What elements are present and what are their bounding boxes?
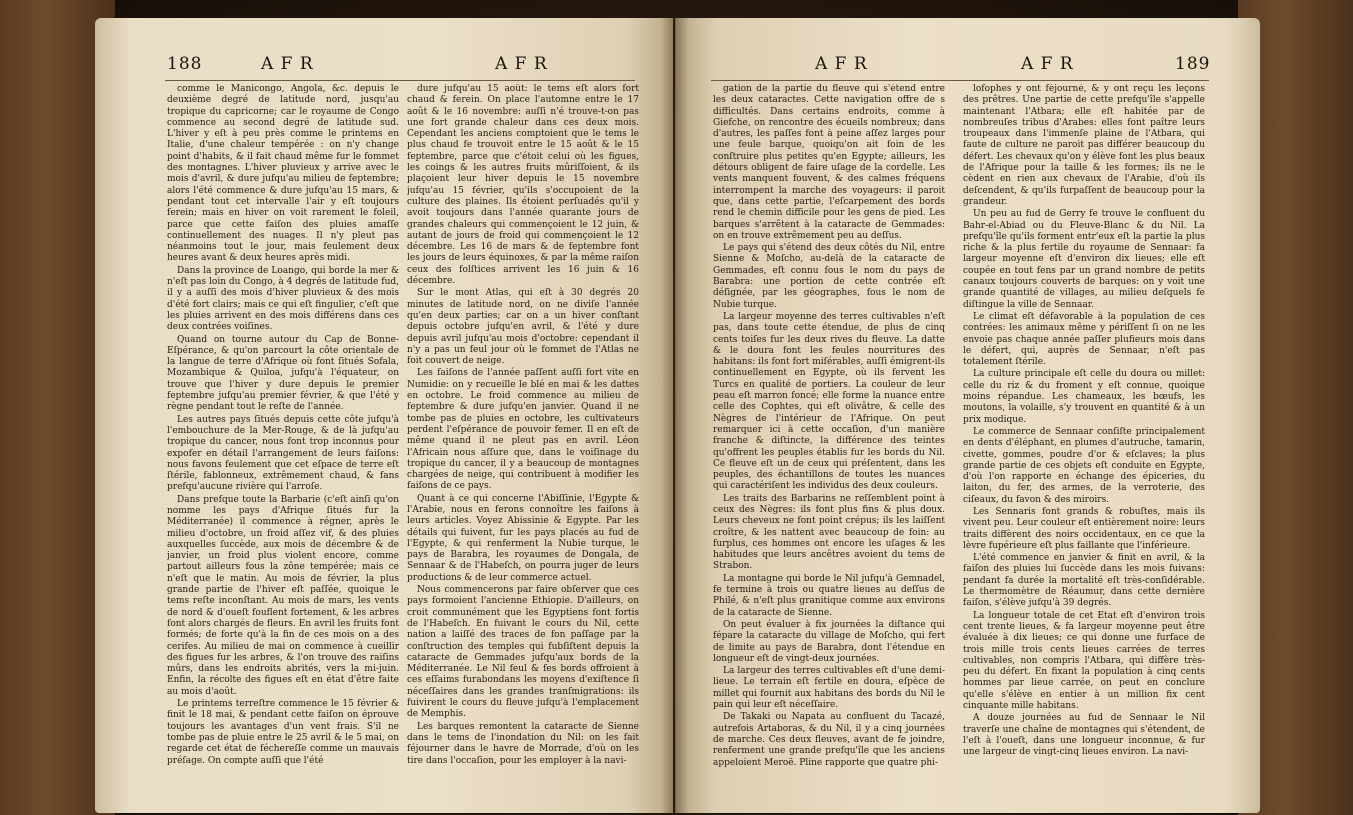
paragraph: Sur le mont Atlas, qui eſt à 30 degrés 20 minutes de latitude nord, on ne diviſe l'année qu'en deux parties; car on a un hiver conſtant depuis octobre jufqu'en avril, & l'été y dure depuis avril jufqu'au mois d'octobre: cependant il n'y a pas un feul jour où le fommet de l'Atlas ne foit couvert de neige. [407, 288, 639, 367]
paragraph: Un peu au fud de Gerry fe trouve le confluent du Bahr-el-Abiad ou du Fleuve-Blanc & du Nil. La prefqu'île qu'ils forment entr'eux eſt la partie la plus riche & la plus fertile du royaume de Sennaar: fa largeur moyenne eſt d'environ dix lieues; elle eſt coupée en tout fens par un grand nombre de petits canaux toujours couverts de barques: on y voit une grande quantité de villages, au milieu deſquels fe diſtingue la ville de Sennaar. [963, 209, 1205, 310]
open-book [95, 18, 1260, 813]
paragraph: La culture principale eſt celle du doura ou millet: celle du riz & du froment y eſt connue, quoique moins répandue. Les chameaux, les bœufs, les moutons, la volaille, s'y trouvent en quantité & à un prix modique. [963, 369, 1205, 425]
paragraph: Le commerce de Sennaar conſiſte principalement en dents d'éléphant, en plumes d'autruche, tamarin, civette, gommes, poudre d'or & eſclaves; la plus grande partie de ces objets eſt conduite en Egypte, d'où l'on rapporte en échange des épiceries, du laiton, du fer, des armes, de la verroterie, des ciſeaux, du favon & des miroirs. [963, 426, 1205, 505]
header-rule [165, 80, 635, 81]
left-page-header [95, 54, 673, 78]
paragraph: La largeur des terres cultivables eſt d'une demi-lieue. Le terrain eſt fertile en doura, eſpèce de millet qui fournit aux habitans des bords du Nil le pain qui leur eſt néceſſaire. [713, 666, 945, 711]
paragraph: dure jufqu'au 15 août: le tems eſt alors fort chaud & ferein. On place l'automne entre le 17 août & le 16 novembre: auſſi n'é trouve-t-on pas une fort grande chaleur dans ces deux mois. Cependant les anciens comptoient que le tems le plus chaud fe trouvoit entre le 15 août & le 15 feptembre, parce que c'étoit celui où les figues, les coings & les autres fruits mûriſſoient, & ils plaçoient leur hiver depuis le 15 novembre jufqu'au 15 février, qu'ils s'occupoient de la culture des plaines. Ils étoient perſuadés qu'il y avoit toujours dans l'année quarante jours de grandes chaleurs qui commençoient le 12 juin, & autant de jours de froid qui commençoient le 12 décembre. Les 16 de mars & de feptembre font les jours de leurs équinoxes, & par la même raiſon ceux des folſtices arrivent les 16 juin & 16 décembre. [407, 84, 639, 287]
book-gutter [661, 18, 689, 813]
paragraph: Les traits des Barbarins ne reſſemblent point à ceux des Nègres: ils font plus fins & plus doux. Leurs cheveux ne font point crépus; ils les laiſſent croître, & les nattent avec beaucoup de foin: au furplus, ces hommes ont encore les uſages & les habitudes que leurs ancêtres avoient du tems de Strabon. [713, 493, 945, 572]
running-head: A F R [495, 54, 548, 74]
text-column-left [713, 84, 945, 794]
paragraph: La largeur moyenne des terres cultivables n'eſt pas, dans toute cette étendue, de plus de cinq cents toiſes fur les deux rives du fleuve. La datte & le doura font les feules nourritures des habitans: ils font fort miſérables, auſſi émigrent-ils continuellement en Egypte, où ils fervent les Turcs en qualité de portiers. La couleur de leur peau eſt marron foncé; elle forme la nuance entre celle des Cophtes, qui eſt olivâtre, & celle des Nègres de l'intérieur de l'Afrique. On peut remarquer ici à cette occaſion, d'un manière franche & diſtincte, la différence des teintes qu'offrent les peuples établis fur les bords du Nil. Ce fleuve eſt un de ceux qui préſentent, dans les peuples, des échantillons de toutes les nuances qui caractériſent les individus des deux couleurs. [713, 311, 945, 492]
page-number: 188 [167, 54, 203, 74]
paragraph: Quant à ce qui concerne l'Abiſſinie, l'Egypte & l'Arabie, nous en ferons connoître les faiſons à leurs articles. Voyez Abissinie & Egypte. Par les détails qui fuivent, fur les pays placés au fud de l'Egypte, & qui renferment la Nubie turque, le pays de Barabra, les royaumes de Dongala, de Sennaar & de l'Habeſch, on pourra juger de leurs productions & de leur commerce actuel. [407, 493, 639, 583]
paragraph: L'été commence en janvier & finit en avril, & la faiſon des pluies lui ſuccède dans les mois fuivans: pendant fa durée la mortalité eſt très-conſidérable. Le thermomètre de Réaumur, dans cette dernière faiſon, s'élève jufqu'à 39 degrés. [963, 553, 1205, 609]
running-head: A F R [1021, 54, 1074, 74]
paragraph: La longueur totale de cet Etat eſt d'environ trois cent trente lieues, & fa largeur moyenne peut être évaluée à dix lieues; ce qui donne une furface de trois mille trois cents lieues carrées de terres cultivables, non compris l'Atbara, qui diffère très-peu du défert. En fixant la population à cinq cents hommes par lieue carrée, on peut en conclure qu'elle s'élève en entier à un million fix cent cinquante mille habitans. [963, 610, 1205, 712]
paragraph: Quand on tourne autour du Cap de Bonne-Eſpérance, & qu'on parcourt la côte orientale de la langue de terre d'Afrique où font ſitués Sofala, Mozambique & Quiloa, jufqu'à l'équateur, on trouve que l'hiver y dure depuis le premier feptembre jufqu'au premier février, & que l'été y règne pendant tout le reſte de l'année. [167, 334, 399, 413]
paragraph: Nous commencerons par faire obſerver que ces pays formoient l'ancienne Ethiopie. D'ailleurs, on croit communément que les Egyptiens font fortis de l'Habeſch. En fuivant le cours du Nil, cette nation a laiſſé des traces de fon paſſage par la conſtruction des temples qui fubſiſtent depuis la cataracte de Gemmades jufqu'aux bords de la Méditerranée. Le Nil feul & fes bords offroient à ces eſſaims furabondans les moyens d'exiſtence ſi néceſſaires dans les grandes tranſmigrations: ils fuivirent le cours du fleuve jufqu'à l'emplacement de Memphis. [407, 585, 639, 720]
page-number: 189 [1175, 54, 1211, 74]
text-column-right [963, 84, 1205, 794]
paragraph: De Takaki ou Napata au confluent du Tacazé, autrefois Artaboras, & du Nil, il y a cinq journées de marche. Ces deux fleuves, avant de fe joindre, renferment une grande prefqu'île que les anciens appeloient Meroë. Pline rapporte que quatre phi- [713, 712, 945, 768]
running-head: A F R [815, 54, 868, 74]
paragraph: La montagne qui borde le Nil jufqu'à Gemnadel, fe termine à trois ou quatre lieues au deſſus de Philé, & n'eſt plus granitique comme aux environs de la cataracte de Sienne. [713, 573, 945, 618]
paragraph: Le climat eſt défavorable à la population de ces contrées: les animaux même y périſſent ſi on ne les envoie pas chaque année paſſer plufieurs mois dans le défert, qui, auprès de Sennaar, n'eſt pas totalement ſtérile. [963, 311, 1205, 368]
text-column-left [167, 84, 399, 794]
left-page [95, 18, 673, 813]
paragraph: gation de la partie du fleuve qui s'étend entre les deux cataractes. Cette navigation offre de s difficultés. Dans certains endroits, comme à Giefche, on rencontre des écueils nombreux; dans d'autres, les paſſes font à peine aſſez larges pour une feule barque, quoiqu'on ait foin de les conſtruire plus petites qu'en Egypte; ailleurs, les détours obligent de faire uſage de la cordelle. Les vents manquent fouvent, & des calmes fréquens interrompent la marche des voyageurs: il paroit que, dans cette partie, l'eſcarpement des bords rend le chemin difficile pour les gens de pied. Les barques s'arrêtent à la cataracte de Gemmades: on en trouve extrêmement peu au deſſus. [713, 84, 945, 241]
right-page [675, 18, 1260, 813]
paragraph: Les faiſons de l'année paſſent auſſi fort vite en Numidie: on y recueille le blé en mai & les dattes en octobre. Le froid commence au milieu de feptembre & dure jufqu'en janvier. Quand il ne tombe pas de pluies en octobre, les cultivateurs perdent l'eſpérance de pouvoir femer. Il en eſt de même quand il ne pleut pas en avril. Léon l'Africain nous aſſure que, dans le voiſinage du tropique du cancer, il y a beaucoup de montagnes chargées de neige, qui contribuent à modifier les faiſons de ce pays. [407, 368, 639, 492]
paragraph: Les autres pays ſitués depuis cette côte jufqu'à l'embouchure de la Mer-Rouge, & de là jufqu'au tropique du cancer, nous font trop inconnus pour expofer en détail l'arrangement de leurs faiſons: nous favons feulement que cet eſpace de terre eſt ſtérile, fablonneux, extrêmement chaud, & fans prefqu'aucune rivière qui l'arroſe. [167, 414, 399, 493]
paragraph: A douze journées au fud de Sennaar le Nil traverſe une chaîne de montagnes qui s'étendent, de l'eſt à l'oueſt, dans une longueur inconnue, & fur une largeur de vingt-cinq lieues environ. La navi- [963, 713, 1205, 758]
header-rule [711, 80, 1209, 81]
paragraph: lofophes y ont féjourné, & y ont reçu les leçons des prêtres. Une partie de cette prefqu'île s'appelle maintenant l'Atbara; elle eſt habitée par de nombreuſes tribus d'Arabes: elles font paître leurs troupeaux dans l'immenſe plaine de l'Atbara, qui faute de culture ne paroit pas différer beaucoup du défert. Les chevaux qu'on y élève font les plus beaux de l'Afrique pour la taille & les formes; ils ne le cèdent en rien aux chevaux de l'Arabie, d'où ils deſcendent, & qu'ils furpaſſent de beaucoup pour la grandeur. [963, 84, 1205, 207]
paragraph: Les barques remontent la cataracte de Sienne dans le tems de l'inondation du Nil: on les fait féjourner dans le havre de Morrade, d'où on les tire dans l'occaſion, pour les employer à la navi- [407, 721, 639, 766]
paragraph: Dans la province de Loango, qui borde la mer & n'eſt pas loin du Congo, à 4 degrés de latitude fud, il y a auſſi des mois d'hiver pluvieux & des mois d'été fort clairs; mais ce qui eſt fingulier, c'eſt que les pluies arrivent en des mois différens dans ces deux contrées voiſines. [167, 265, 399, 333]
right-page-header [675, 54, 1260, 78]
paragraph: Le pays qui s'étend des deux côtés du Nil, entre Sienne & Moſcho, au-delà de la cataracte de Gemmades, eſt connu fous le nom du pays de Barabra: une portion de cette contrée eſt déſignée, par les géographes, fous le nom de Nubie turque. [713, 243, 945, 310]
paragraph: On peut évaluer à fix journées la diſtance qui fépare la cataracte du village de Moſcho, qui fert de limite au pays de Barabra, dont l'étendue en longueur eſt de vingt-deux journées. [713, 619, 945, 664]
paragraph: Le printems terreſtre commence le 15 février & finit le 18 mai, & pendant cette faiſon on éprouve toujours les avantages d'un vent frais. S'il ne tombe pas de pluie entre le 25 avril & le 5 mai, on regarde cet état de féchereſſe comme un mauvais préſage. On compte auſſi que l'été [167, 699, 399, 766]
running-head: A F R [261, 54, 314, 74]
text-column-right [407, 84, 639, 794]
paragraph: Dans prefque toute la Barbarie (c'eſt ainſi qu'on nomme les pays d'Afrique ſitués fur la Méditerranée) il commence à régner, après le milieu d'octobre, un froid aſſez vif, & des pluies auxquelles ſuccède, aux mois de décembre & de janvier, un froid plus violent encore, comme partout ailleurs fous la zône tempérée; mais ce n'eſt que le matin. Au mois de février, la plus grande partie de l'hiver eſt paſſée, quoique le tems reſte inconſtant. Au mois de mars, les vents de nord & d'oueſt fouflent fortement, & les arbres font alors chargés de fleurs. En avril les fruits font formés; de forte qu'à la fin de ces mois on a des cerifes. Au milieu de mai on commence à cueillir des figues fur les arbres, & l'on trouve des raiſins mûrs, dans les endroits abrités, vers la mi-juin. Enfin, la récolte des figues eſt en état d'être faite au mois d'août. [167, 494, 399, 697]
paragraph: comme le Manicongo, Angola, &c. depuis le deuxième degré de latitude nord, jusqu'au tropique du capricorne; car le royaume de Congo commence au second degré de latitude sud. L'hiver y eſt à peu près comme le printems en Italie, d'une chaleur tempérée : on n'y change point d'habits, & il fait chaud même fur le fommet des montagnes. L'hiver pluvieux y arrive avec le mois d'avril, & dure jufqu'au milieu de feptembre; alors l'été commence & dure jufqu'au 15 mars, & pendant tout cet intervalle l'air y eſt toujours ferein; mais en hiver on voit rarement le foleil, parce que cette faiſon des pluies amaſſe continuellement des nuages. Il n'y pleut pas néanmoins tout le jour, mais feulement deux heures avant & deux heures après midi. [167, 84, 399, 264]
paragraph: Les Sennaris font grands & robuſtes, mais ils vivent peu. Leur couleur eſt entièrement noire: leurs traits diffèrent des noirs occidentaux, en ce que la lèvre fupérieure eſt plus faillante que l'inférieure. [963, 506, 1205, 551]
